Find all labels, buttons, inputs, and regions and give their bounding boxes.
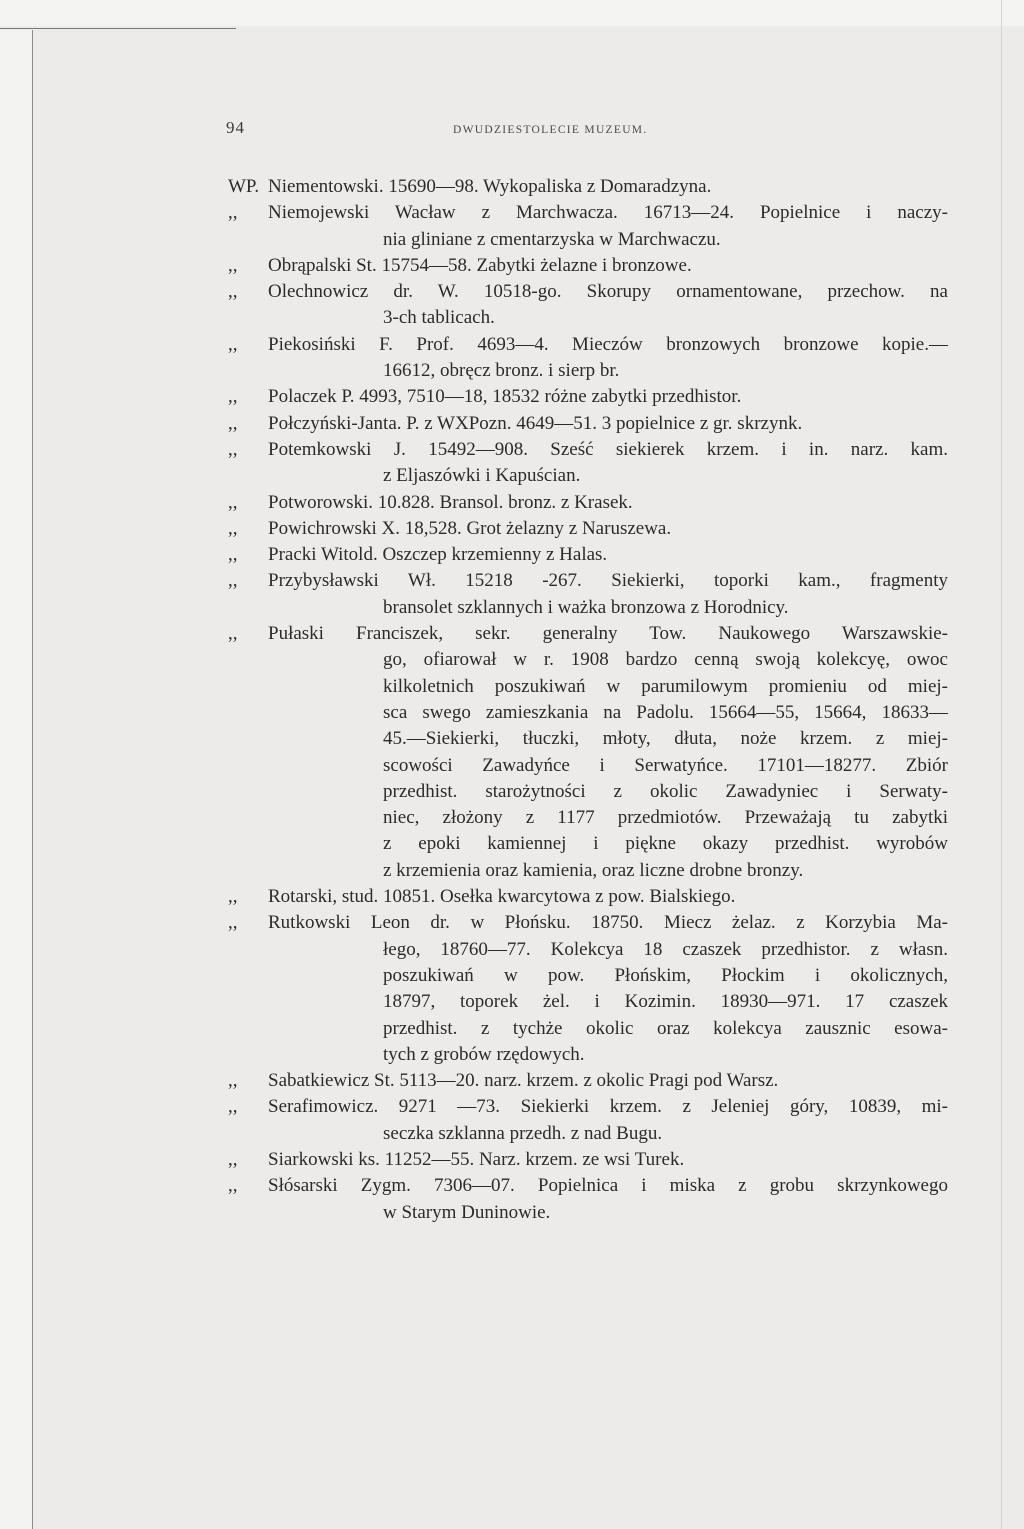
ditto-mark: ,, [228,1070,238,1092]
catalogue-entry [228,1094,948,1147]
entry-text: Przybysławski Wł. 15218 -267. Siekierki, toporki kam., fragmenty [268,570,948,592]
entry-text: Serafimowicz. 9271 —73. Siekierki krzem. z Jeleniej góry, 10839, mi- [268,1096,948,1118]
ditto-mark: ,, [228,333,238,355]
entry-text: Sabatkiewicz St. 5113—20. narz. krzem. z okolic Pragi pod Warsz. [268,1070,779,1092]
catalogue-entry [228,253,948,279]
ditto-mark: ,, [228,1148,238,1170]
entry-continuation: z Eljaszówki i Kapuścian. [383,465,581,487]
catalogue-entry [228,1173,948,1226]
entry-continuation: tych z grobów rzędowych. [383,1043,585,1065]
entry-continuation: 45.—Siekierki, tłuczki, młoty, dłuta, noże krzem. z miej- [383,728,948,750]
entry-continuation: z epoki kamiennej i piękne okazy przedhist. wyrobów [383,833,948,855]
ditto-mark: ,, [228,1096,238,1118]
entry-text: Siarkowski ks. 11252—55. Narz. krzem. ze wsi Turek. [268,1148,685,1170]
entry-continuation: sca swego zamieszkania na Padolu. 15664—55, 15664, 18633— [383,701,948,723]
ditto-mark: ,, [228,886,238,908]
page-number: 94 [226,118,245,137]
entry-text: Potemkowski J. 15492—908. Sześć siekierek krzem. i in. narz. kam. [268,438,948,460]
scan-margin-left [0,30,33,1529]
entry-text: Piekosiński F. Prof. 4693—4. Mieczów bronzowych bronzowe kopie.— [268,333,948,355]
entry-text: Powichrowski X. 18,528. Grot żelazny z Naruszewa. [268,517,672,539]
entry-continuation: poszukiwań w pow. Płońskim, Płockim i okolicznych, [383,964,948,986]
entry-continuation: przedhist. starożytności z okolic Zawadyniec i Serwaty- [383,780,948,802]
ditto-mark: ,, [228,1175,238,1197]
entry-text: Obrąpalski St. 15754—58. Zabytki żelazne i bronzowe. [268,254,692,276]
ditto-mark: ,, [228,202,238,224]
entry-list [228,174,948,1226]
ditto-mark: ,, [228,412,238,434]
entry-continuation: w Starym Duninowie. [383,1201,551,1223]
scan-edge-right [1001,0,1002,1529]
catalogue-entry [228,516,948,542]
entry-text: Słósarski Zygm. 7306—07. Popielnica i miska z grobu skrzynkowego [268,1175,948,1197]
ditto-mark: ,, [228,544,238,566]
ditto-mark: ,, [228,912,238,934]
entry-text: Olechnowicz dr. W. 10518-go. Skorupy ornamentowane, przechow. na [268,281,948,303]
ditto-mark: ,, [228,517,238,539]
entry-text: Pułaski Franciszek, sekr. generalny Tow. Naukowego Warszawskie- [268,623,948,645]
catalogue-entry [228,437,948,490]
entry-text: Rotarski, stud. 10851. Osełka kwarcytowa z pow. Bialskiego. [268,886,736,908]
entry-continuation: łego, 18760—77. Kolekcya 18 czaszek przedhistor. z własn. [383,938,948,960]
entry-text: Niementowski. 15690—98. Wykopaliska z Domaradzyna. [268,176,712,197]
entry-continuation: seczka szklanna przedh. z nad Bugu. [383,1122,663,1144]
catalogue-entry [228,568,948,621]
entry-continuation: 18797, toporek żel. i Kozimin. 18930—971. 17 czaszek [383,991,948,1013]
catalogue-entry [228,200,948,253]
catalogue-entry [228,384,948,410]
entry-continuation: 3-ch tablicach. [383,307,495,329]
catalogue-entry [228,884,948,910]
entry-continuation: bransolet szklannych i ważka bronzowa z Horodnicy. [383,596,789,618]
entry-text: Pracki Witold. Oszczep krzemienny z Halas. [268,544,608,566]
catalogue-entry [228,1147,948,1173]
ditto-mark: ,, [228,438,238,460]
ditto-mark: ,, [228,570,238,592]
entry-text: Polaczek P. 4993, 7510—18, 18532 różne zabytki przedhistor. [268,386,742,408]
entry-text: Połczyński-Janta. P. z WXPozn. 4649—51. 3 popielnice z gr. skrzynk. [268,412,803,434]
entry-text: Niemojewski Wacław z Marchwacza. 16713—24. Popielnice i naczy- [268,202,948,224]
catalogue-entry [228,490,948,516]
entry-continuation: 16612, obręcz bronz. i sierp br. [383,360,620,382]
catalogue-entry [228,1068,948,1094]
scan-margin-top [0,0,1024,26]
entry-marker: WP. [228,176,260,197]
entry-continuation: go, ofiarował w r. 1908 bardzo cenną swoją kolekcyę, owoc [383,649,948,671]
entry-continuation: przedhist. z tychże okolic oraz kolekcya zausznic esowa- [383,1017,948,1039]
entry-continuation: z krzemienia oraz kamienia, oraz liczne drobne bronzy. [383,859,804,881]
entry-text: Potworowski. 10.828. Bransol. bronz. z Krasek. [268,491,633,513]
entry-continuation: kilkoletnich poszukiwań w parumilowym promieniu od miej- [383,675,948,697]
catalogue-entry [228,174,948,200]
ditto-mark: ,, [228,623,238,645]
ditto-mark: ,, [228,491,238,513]
entry-text: Rutkowski Leon dr. w Płońsku. 18750. Miecz żelaz. z Korzybia Ma- [268,912,948,934]
catalogue-entry [228,542,948,568]
entry-continuation: niec, złożony z 1177 przedmiotów. Przeważają tu zabytki [383,807,948,829]
catalogue-entry [228,411,948,437]
ditto-mark: ,, [228,386,238,408]
running-head: DWUDZIESTOLECIE MUZEUM. [453,124,648,136]
ditto-mark: ,, [228,281,238,303]
catalogue-entry [228,279,948,332]
catalogue-entry [228,332,948,385]
scan-edge-line [0,28,236,29]
catalogue-entry [228,621,948,884]
entry-continuation: scowości Zawadyńce i Serwatyńce. 17101—18277. Zbiór [383,754,948,776]
ditto-mark: ,, [228,254,238,276]
entry-continuation: nia gliniane z cmentarzyska w Marchwaczu. [383,228,721,250]
catalogue-entry [228,910,948,1068]
